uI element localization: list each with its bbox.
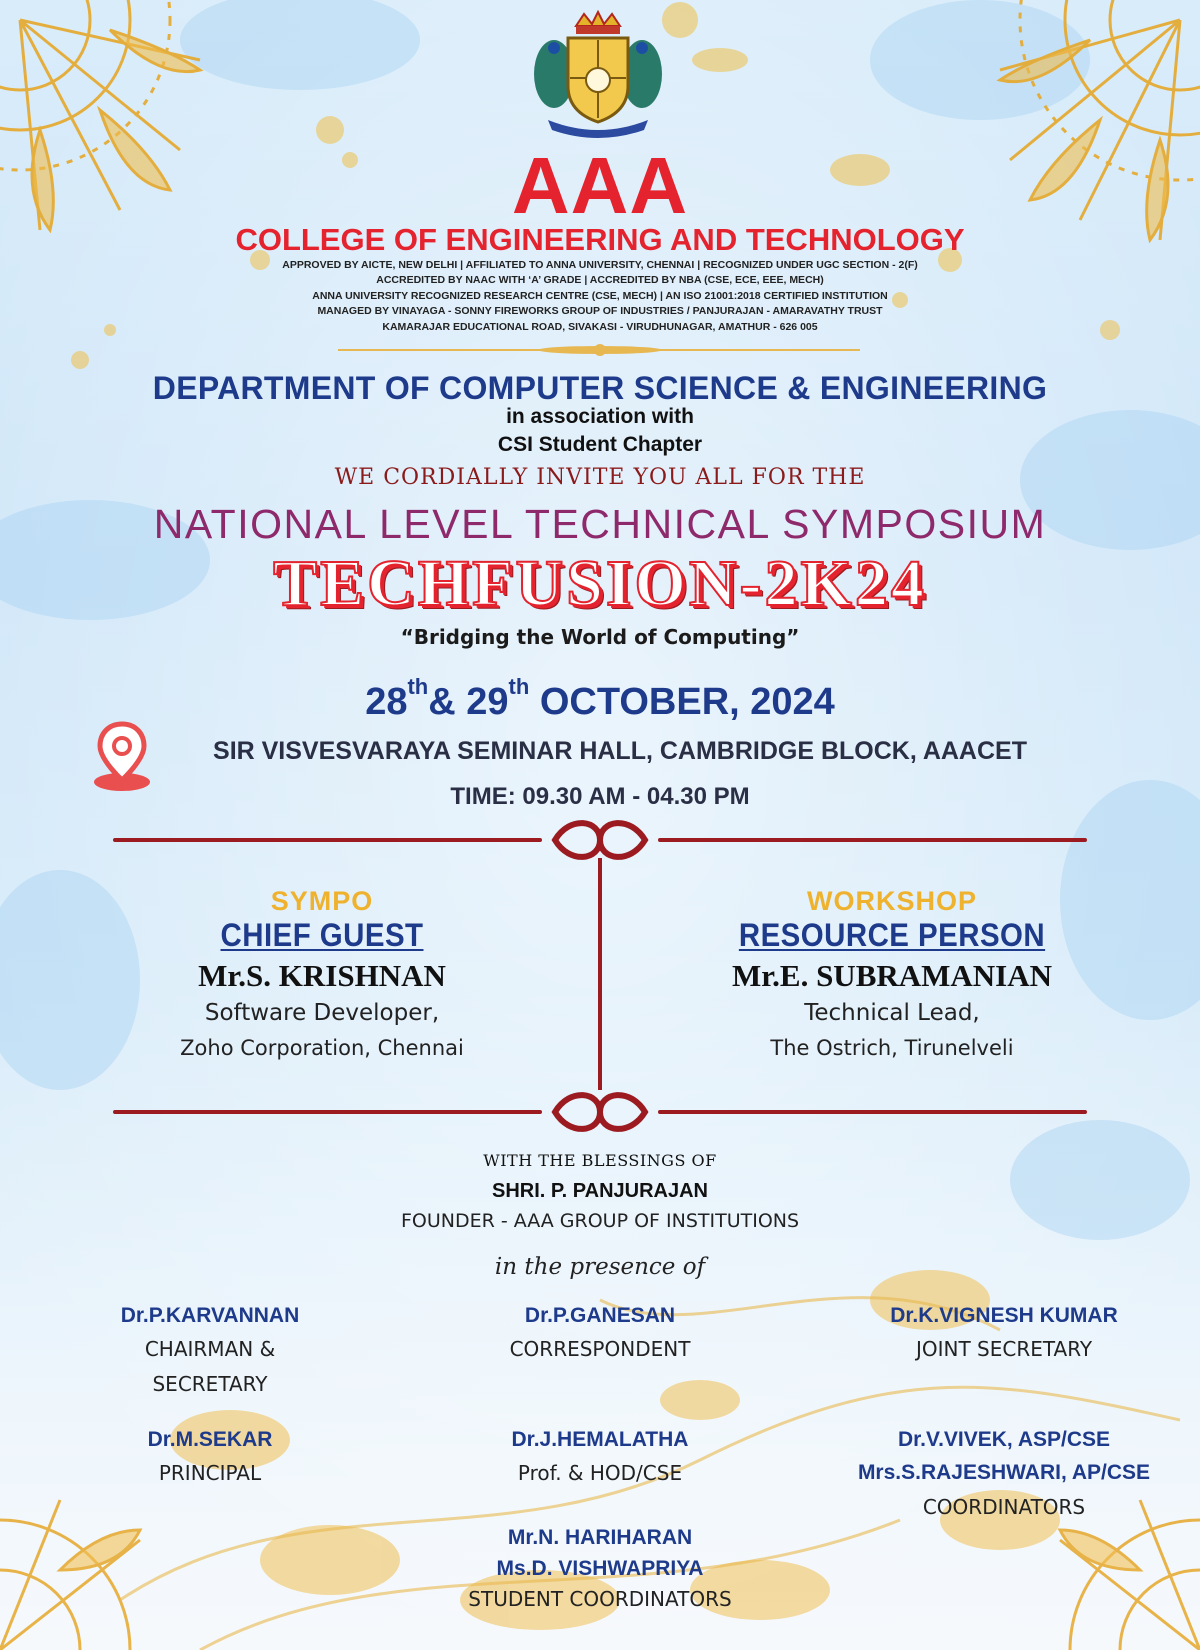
dignitary-hod [420, 1424, 780, 1491]
address-line: KAMARAJAR EDUCATIONAL ROAD, SIVAKASI - VIRUDHUNAGAR, AMATHUR - 626 005 [382, 321, 818, 333]
accreditation-line: APPROVED BY AICTE, NEW DELHI | AFFILIATED TO ANNA UNIVERSITY, CHENNAI | RECOGNIZED UNDER UGC SECTION - 2(F) [282, 259, 918, 271]
dignitary-name: Dr.J.HEMALATHA [511, 1428, 689, 1451]
date-day1: 28 [365, 681, 408, 723]
guest-category: SYMPO [270, 886, 374, 916]
date-month-year: OCTOBER, 2024 [539, 681, 835, 723]
dignitary-name: Dr.K.VIGNESH KUMAR [890, 1304, 1118, 1327]
guest-name: Mr.S. KRISHNAN [198, 958, 446, 993]
dignitary-joint-secretary [824, 1300, 1184, 1367]
dignitary-role: CHAIRMAN & [144, 1337, 276, 1361]
dignitary-principal [30, 1424, 390, 1491]
event-date [0, 674, 1200, 724]
guest-category: WORKSHOP [807, 886, 977, 916]
date-sup2: th [508, 674, 530, 699]
association-text: in association with [506, 405, 694, 428]
coordinator-name: Mrs.S.RAJESHWARI, AP/CSE [857, 1461, 1151, 1484]
event-venue: SIR VISVESVARAYA SEMINAR HALL, CAMBRIDGE BLOCK, AAACET [213, 737, 1027, 765]
student-name: Mr.N. HARIHARAN [507, 1526, 693, 1549]
presence-script: in the presence of [494, 1254, 706, 1280]
founder-title: FOUNDER - AAA GROUP OF INSTITUTIONS [400, 1210, 800, 1232]
accreditation-line: ACCREDITED BY NAAC WITH ‘A’ GRADE | ACCREDITED BY NBA (CSE, ECE, EEE, MECH) [376, 274, 824, 286]
dignitary-role: PRINCIPAL [158, 1461, 262, 1485]
dignitary-role: SECRETARY [152, 1372, 268, 1396]
guest-role: RESOURCE PERSON [738, 917, 1046, 953]
department-title: DEPARTMENT OF COMPUTER SCIENCE & ENGINEERING [152, 370, 1048, 406]
dignitary-role: Prof. & HOD/CSE [517, 1461, 683, 1485]
guest-role: CHIEF GUEST [220, 917, 424, 953]
student-name: Ms.D. VISHWAPRIYA [496, 1557, 704, 1580]
dignitary-role: CORRESPONDENT [509, 1337, 691, 1361]
guest-name: Mr.E. SUBRAMANIAN [731, 958, 1053, 993]
dignitary-name: Dr.M.SEKAR [147, 1428, 273, 1451]
faculty-coordinators [824, 1424, 1184, 1525]
date-sup1: th [407, 674, 429, 699]
guest-organization: Zoho Corporation, Chennai [180, 1036, 464, 1060]
accreditation-line: MANAGED BY VINAYAGA - SONNY FIREWORKS GROUP OF INDUSTRIES / PANJURAJAN - AMARAVATHY TRUST [317, 305, 883, 317]
college-short-name: AAA [511, 141, 689, 230]
event-time: TIME: 09.30 AM - 04.30 PM [450, 783, 750, 810]
college-emblem-icon [528, 8, 668, 140]
student-coordinators [420, 1522, 780, 1614]
event-name: TECHFUSION-2K24 [273, 547, 927, 620]
student-role: STUDENT COORDINATORS [468, 1587, 732, 1611]
dignitary-name: Dr.P.KARVANNAN [120, 1304, 300, 1327]
date-day2: & 29 [428, 681, 509, 723]
dignitary-name: Dr.P.GANESAN [524, 1304, 676, 1327]
chapter-name: CSI Student Chapter [497, 433, 703, 456]
resource-person-block [662, 886, 1122, 1066]
dignitary-correspondent [420, 1300, 780, 1367]
college-name: COLLEGE OF ENGINEERING AND TECHNOLOGY [235, 222, 965, 257]
guest-organization: The Ostrich, Tirunelveli [770, 1036, 1014, 1060]
symposium-level: NATIONAL LEVEL TECHNICAL SYMPOSIUM [153, 501, 1047, 547]
guest-designation: Software Developer, [204, 1000, 440, 1026]
blessings-label: WITH THE BLESSINGS OF [483, 1151, 717, 1170]
guest-designation: Technical Lead, [804, 1000, 980, 1026]
dignitary-chairman [30, 1300, 390, 1402]
chief-guest-block [92, 886, 552, 1066]
coordinator-role: COORDINATORS [922, 1495, 1086, 1519]
founder-name: SHRI. P. PANJURAJAN [492, 1180, 708, 1202]
coordinator-name: Dr.V.VIVEK, ASP/CSE [897, 1428, 1111, 1451]
event-tagline: “Bridging the World of Computing” [400, 625, 800, 649]
accreditation-line: ANNA UNIVERSITY RECOGNIZED RESEARCH CENTRE (CSE, MECH) | AN ISO 21001:2018 CERTIFIED INSTITUTION [312, 290, 888, 302]
invite-line: WE CORDIALLY INVITE YOU ALL FOR THE [334, 465, 866, 490]
dignitary-role: JOINT SECRETARY [915, 1337, 1093, 1361]
